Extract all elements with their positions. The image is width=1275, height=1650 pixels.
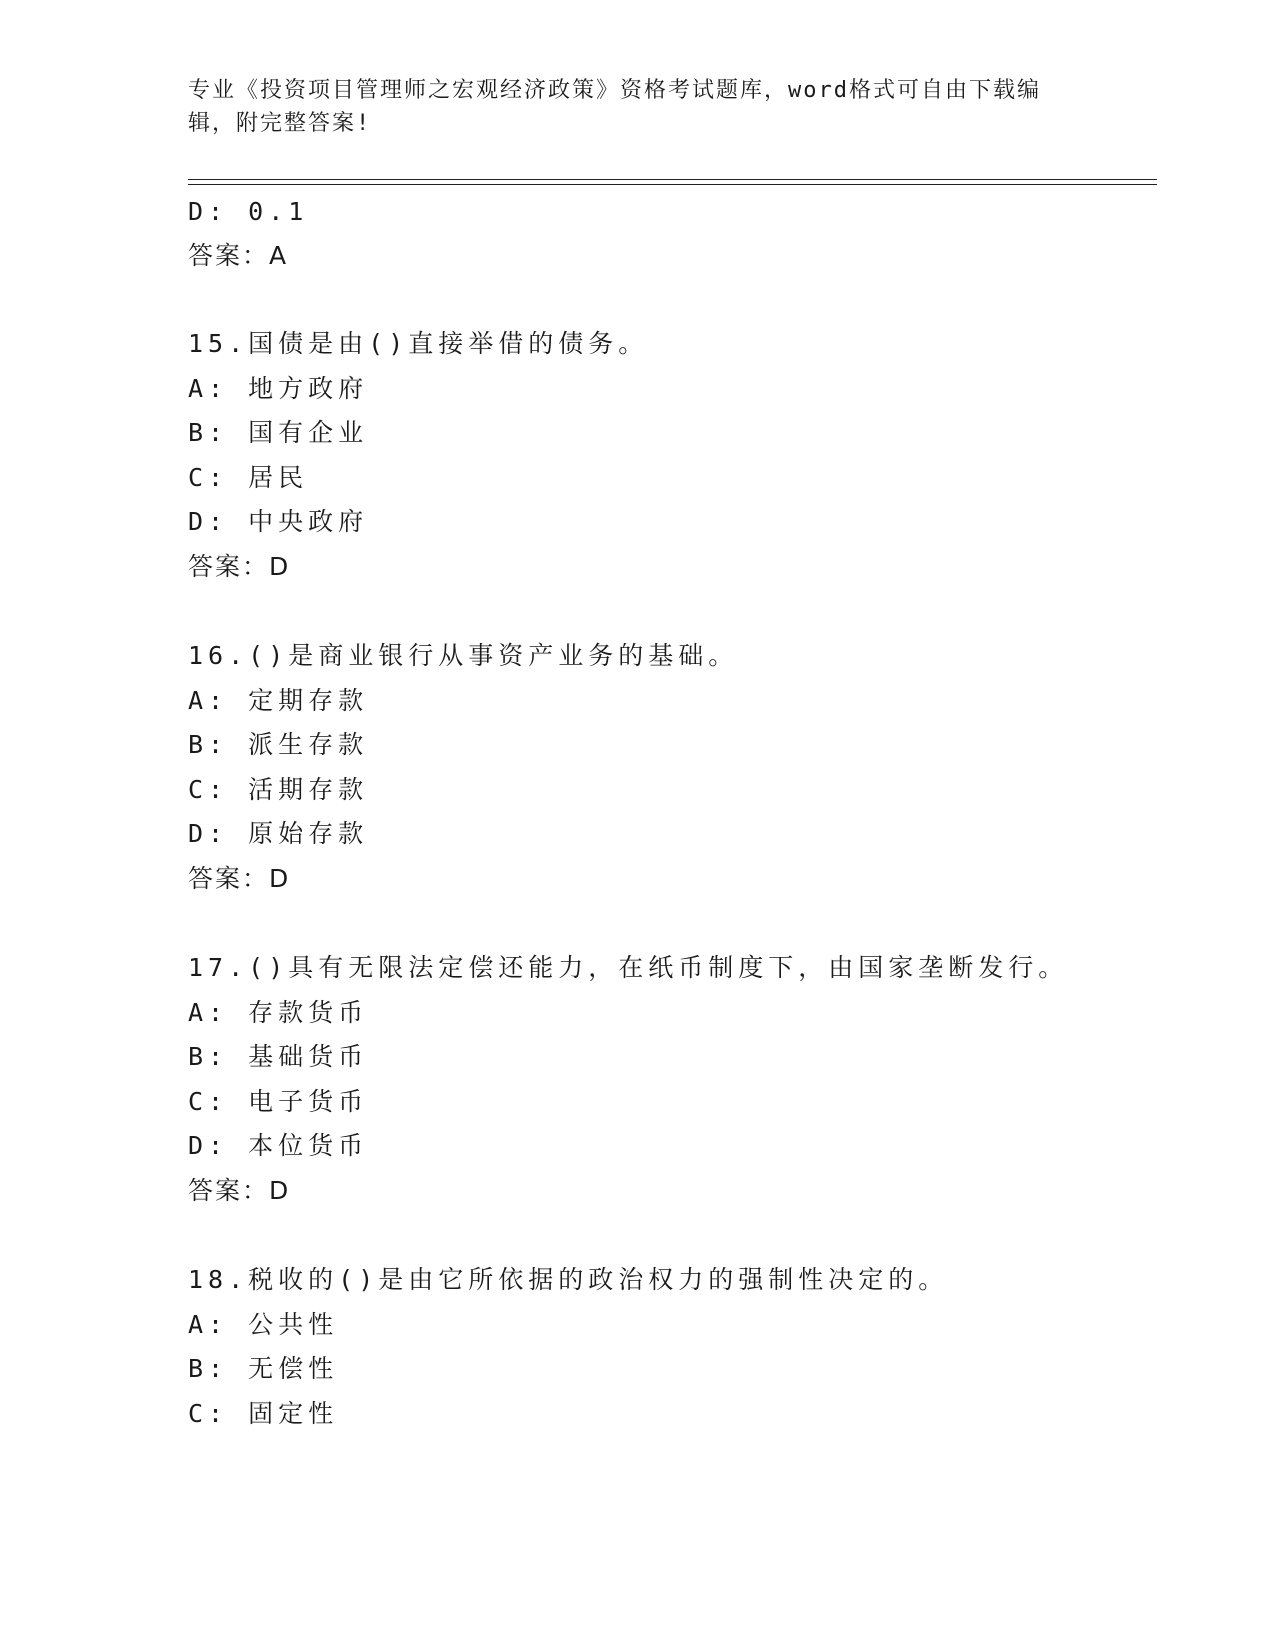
header-divider-bottom bbox=[188, 184, 1157, 185]
option-line: D: 中央政府 bbox=[188, 507, 369, 536]
answer-line: 答案：D bbox=[188, 864, 291, 893]
option-line: A: 公共性 bbox=[188, 1310, 339, 1339]
option-line: A: 地方政府 bbox=[188, 374, 369, 403]
header-divider-top bbox=[188, 179, 1157, 180]
answer-line: 答案：D bbox=[188, 1176, 291, 1205]
option-line: C: 居民 bbox=[188, 463, 309, 492]
option-line: C: 活期存款 bbox=[188, 775, 369, 804]
option-line: B: 基础货币 bbox=[188, 1042, 369, 1071]
option-line: D: 本位货币 bbox=[188, 1131, 369, 1160]
answer-line: 答案：D bbox=[188, 552, 291, 581]
option-line: A: 定期存款 bbox=[188, 686, 369, 715]
option-line: B: 无偿性 bbox=[188, 1354, 339, 1383]
option-line: B: 国有企业 bbox=[188, 418, 369, 447]
option-line: D: 0.1 bbox=[188, 197, 309, 226]
option-line: A: 存款货币 bbox=[188, 998, 369, 1027]
option-line: C: 固定性 bbox=[188, 1399, 339, 1428]
option-line: B: 派生存款 bbox=[188, 730, 369, 759]
question-stem: 16.()是商业银行从事资产业务的基础。 bbox=[188, 641, 739, 670]
option-line: C: 电子货币 bbox=[188, 1087, 369, 1116]
question-stem: 15.国债是由()直接举借的债务。 bbox=[188, 329, 649, 358]
answer-line: 答案：A bbox=[188, 241, 289, 270]
question-stem: 18.税收的()是由它所依据的政治权力的强制性决定的。 bbox=[188, 1265, 949, 1294]
document-header: 专业《投资项目管理师之宏观经济政策》资格考试题库，word格式可自由下载编辑，附完整答案! bbox=[188, 78, 1041, 136]
question-stem: 17.()具有无限法定偿还能力，在纸币制度下，由国家垄断发行。 bbox=[188, 953, 1069, 982]
option-line: D: 原始存款 bbox=[188, 819, 369, 848]
